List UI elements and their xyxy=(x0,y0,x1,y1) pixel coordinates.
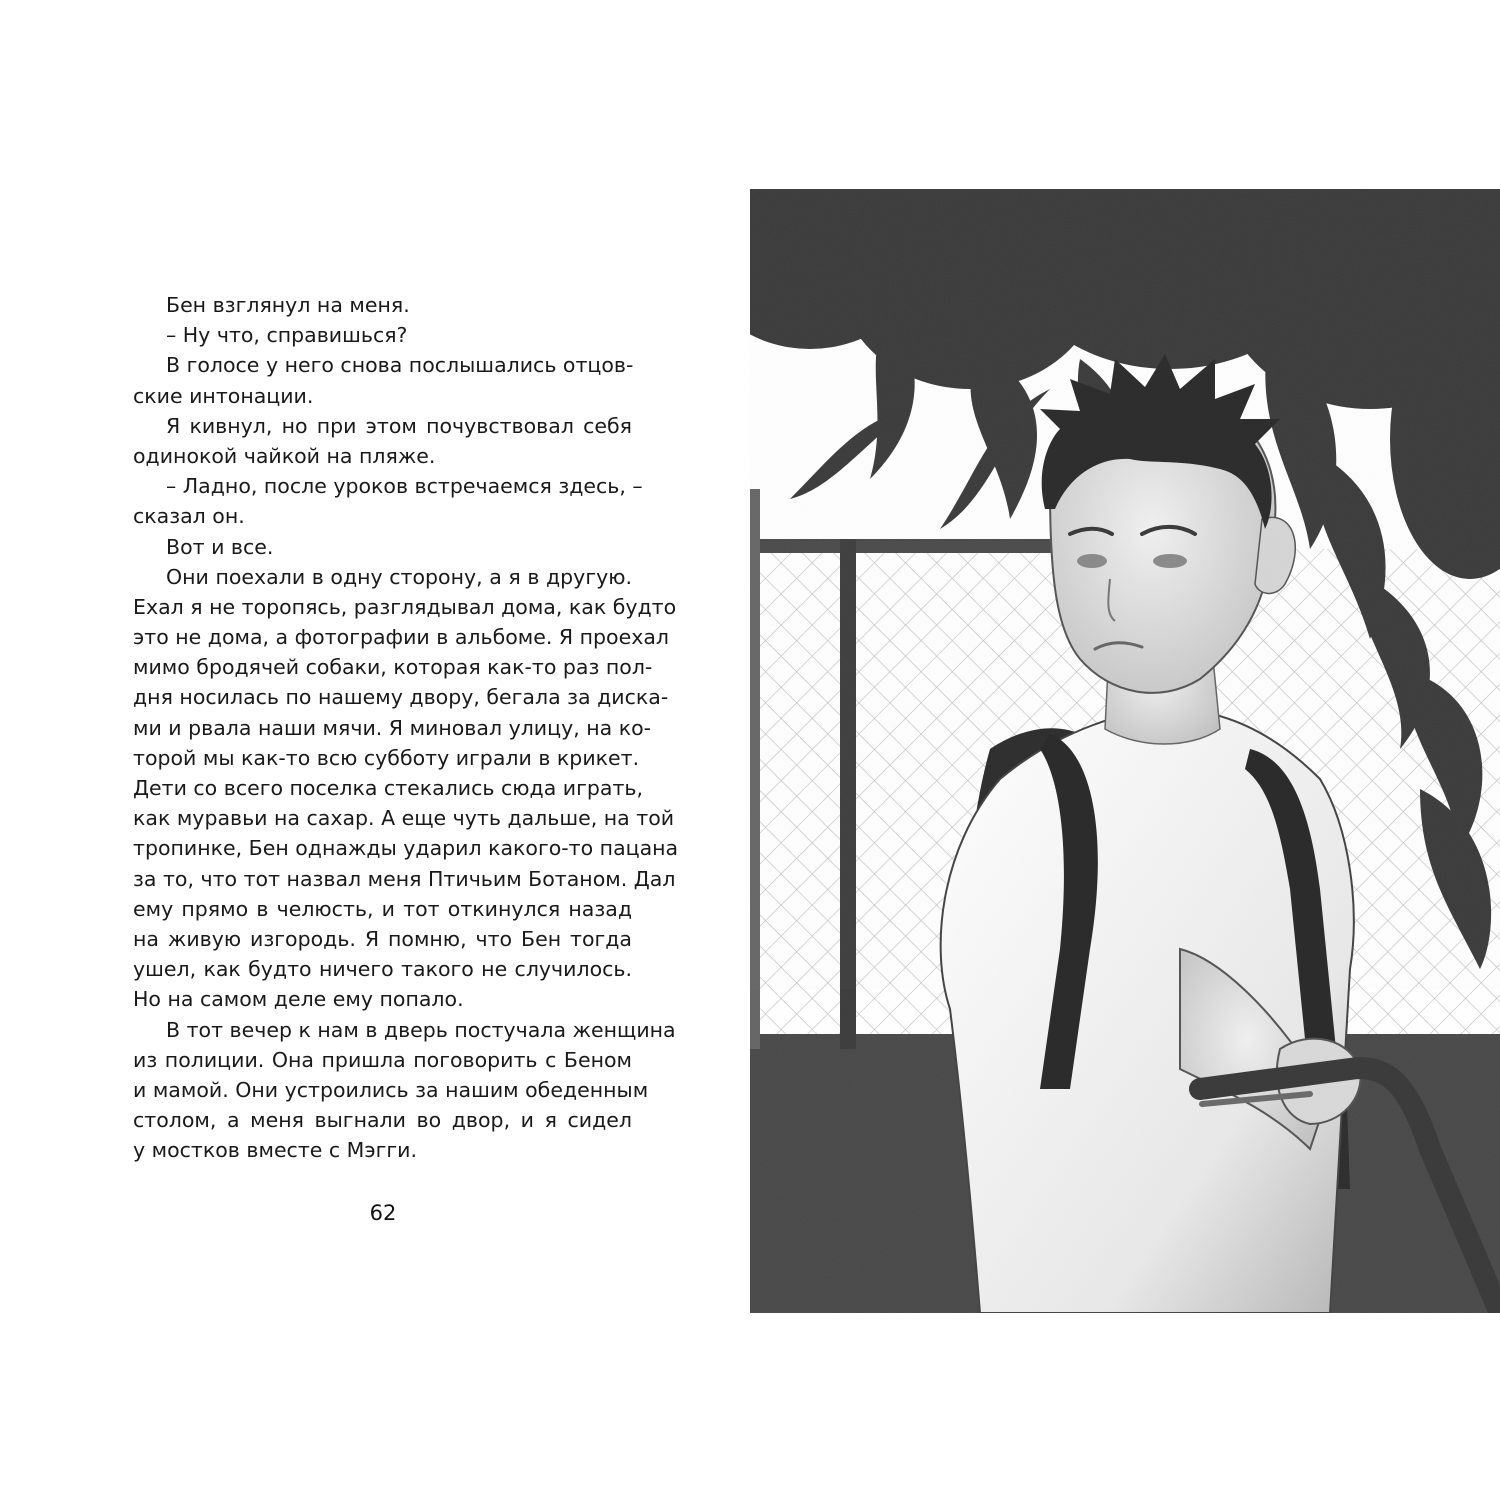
text-line: В тот вечер к нам в дверь постучала женщина xyxy=(166,1017,676,1042)
text-line: как муравьи на сахар. А еще чуть дальше, на той xyxy=(133,806,675,831)
text-line: Дети со всего поселка стекались сюда играть, xyxy=(133,776,643,800)
text-line: ские интонации. xyxy=(133,383,314,408)
text-line: Но на самом деле ему попало. xyxy=(133,987,464,1012)
text-page xyxy=(133,290,679,1165)
text-line: мимо бродячей собаки, которая как-то раз пол- xyxy=(133,655,653,680)
text-line: столом, а меня выгнали во двор, и я сидел xyxy=(133,1108,632,1133)
illustration xyxy=(750,189,1500,1313)
text-line: у мостков вместе с Мэгги. xyxy=(133,1138,417,1163)
illustration-art xyxy=(750,189,1500,1313)
text-line: ушел, как будто ничего такого не случилось. xyxy=(133,957,632,982)
text-line: ему прямо в челюсть, и тот откинулся назад xyxy=(133,896,632,921)
text-line: Вот и все. xyxy=(166,534,274,559)
text-line: за то, что тот назвал меня Птичьим Ботаном. Дал xyxy=(133,866,676,891)
text-line: на живую изгородь. Я помню, что Бен тогда xyxy=(133,926,632,951)
text-line: Бен взглянул на меня. xyxy=(166,293,410,317)
text-line: и мамой. Они устроились за нашим обеденным xyxy=(133,1077,649,1102)
text-line: – Ну что, справишься? xyxy=(166,323,408,348)
text-line: это не дома, а фотографии в альбоме. Я проехал xyxy=(133,625,669,650)
page-number: 62 xyxy=(369,1201,397,1225)
text-line: Я кивнул, но при этом почувствовал себя xyxy=(166,413,632,438)
text-line: ми и рвала наши мячи. Я миновал улицу, на ко- xyxy=(133,715,652,740)
text-line: сказал он. xyxy=(133,504,245,529)
text-line: тропинке, Бен однажды ударил какого-то пацана xyxy=(133,836,679,861)
text-line: торой мы как-то всю субботу играли в крикет. xyxy=(133,745,640,770)
text-line: Ехал я не торопясь, разглядывал дома, как будто xyxy=(133,594,677,619)
text-line: дня носилась по нашему двору, бегала за диска- xyxy=(133,685,669,710)
text-line: из полиции. Она пришла поговорить с Беном xyxy=(133,1047,632,1072)
text-line: – Ладно, после уроков встречаемся здесь, – xyxy=(166,474,643,499)
text-line: Они поехали в одну сторону, а я в другую. xyxy=(166,564,632,589)
text-line: одинокой чайкой на пляже. xyxy=(133,443,436,468)
text-line: В голосе у него снова послышались отцов- xyxy=(166,353,634,378)
